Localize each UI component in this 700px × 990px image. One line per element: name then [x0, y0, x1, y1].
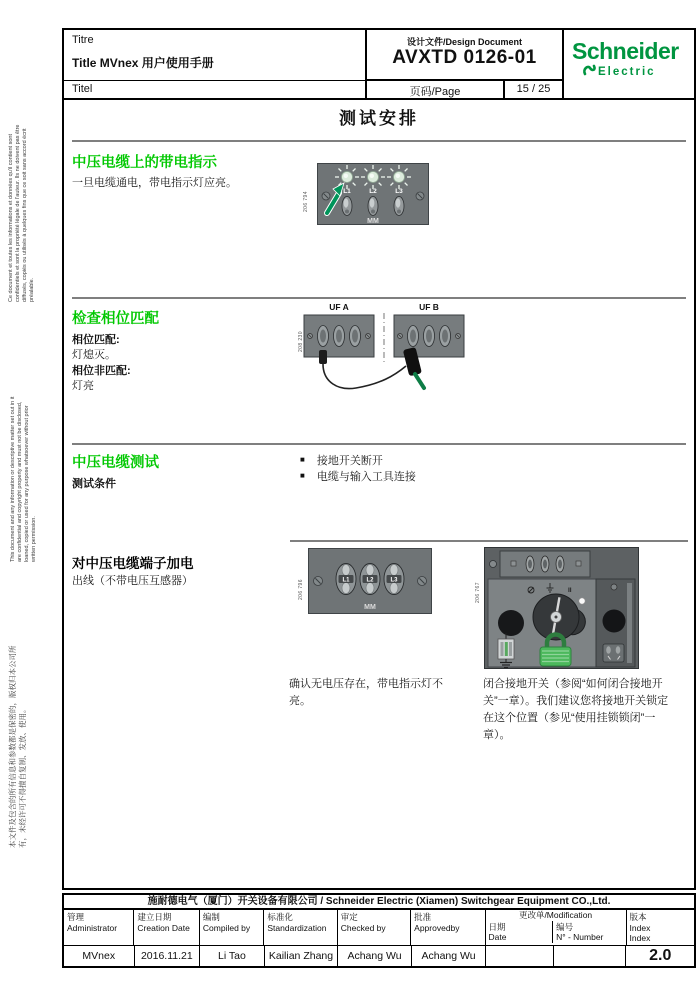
value-creation-date: 2016.11.21	[135, 946, 201, 968]
confidentiality-notice-fr: Ce document et toutes les informations et données qu'il contient sont confidentiels et sont la propriété légale de l'auteur. Ils ne doivent pas être diffusés, copiés ou utilisés à quelques fins que ce soit sans accord écrit préalable.	[8, 124, 36, 302]
value-administrator: MVnex	[64, 946, 135, 968]
col-approved-by	[411, 910, 485, 945]
header-title-cell	[64, 30, 367, 98]
led-label: L2	[369, 188, 377, 195]
probe-tip	[415, 374, 424, 388]
col-creation-date	[134, 910, 199, 945]
col-label-en: Standardization	[267, 922, 327, 933]
col-label-en: Checked by	[340, 922, 386, 933]
panel-b-label: UF B	[419, 302, 439, 312]
section1-heading: 中压电缆上的带电指示	[72, 155, 217, 171]
socket-label: L2	[366, 577, 374, 584]
socket-label: L3	[390, 577, 398, 584]
panel-label: MM	[367, 218, 379, 225]
bullet-icon: ■	[300, 471, 305, 480]
mod-num-zh: 编号	[556, 921, 574, 932]
section3-subheading: 测试条件	[72, 478, 116, 490]
col-modification	[486, 910, 627, 945]
section-divider	[72, 140, 686, 142]
indicator-lamps	[526, 556, 564, 572]
partial-divider	[290, 540, 688, 542]
figure-phase-matching	[302, 302, 467, 400]
condition-bullet	[300, 452, 383, 468]
bullet-icon: ■	[300, 455, 305, 464]
mod-date-zh: 日期	[488, 921, 506, 932]
section2-line1: 相位匹配:	[72, 334, 120, 346]
figure-outgoing-panel	[308, 548, 432, 614]
led-label: L3	[395, 188, 403, 195]
figure-live-cable-indicator	[317, 163, 429, 225]
figure1-ref: 206 794	[303, 191, 309, 212]
schneider-logo	[564, 30, 694, 98]
value-compiled-by: Li Tao	[200, 946, 265, 968]
bullet-text: 电缆与输入工具连接	[316, 471, 416, 483]
logo-wordmark: Schneider	[572, 38, 679, 64]
value-mod-date	[486, 946, 554, 968]
panel-label: MM	[364, 604, 376, 611]
position-II-mark: II	[568, 587, 572, 594]
page-label: 页码/Page	[367, 81, 505, 98]
confidentiality-notice-zh: 本文件及包含的所有信息和参数都是保密的，版权归本公司所有，未经许可不得擅自复制、发放、使用。	[8, 645, 28, 848]
led-label: L1	[343, 188, 351, 195]
label-titre: Titre	[72, 34, 94, 46]
section2-line4: 灯亮	[72, 380, 94, 392]
value-index: 2.0	[649, 947, 672, 964]
document-title: Title MVnex 用户使用手册	[72, 56, 214, 70]
lock-position-indicator	[603, 644, 624, 662]
col-compiled-by	[200, 910, 264, 945]
operation-hole	[498, 610, 524, 636]
operation-hole	[603, 610, 626, 633]
panel-a-label: UF A	[329, 302, 349, 312]
schneider-logo-mark-icon	[582, 64, 597, 82]
section2-heading: 检查相位匹配	[72, 311, 159, 327]
col-label-zh: 编制	[202, 912, 220, 922]
value-mod-number	[554, 946, 627, 968]
col-label-en: Creation Date	[137, 922, 190, 933]
col-checked-by	[338, 910, 411, 945]
page-row	[367, 79, 562, 98]
design-document-label: 设计文件/Design Document	[406, 37, 522, 47]
footer-value-row	[64, 945, 694, 968]
col-label-zh: 管理	[67, 912, 85, 922]
bullet-text: 接地开关断开	[316, 455, 383, 467]
caption-close-earthing-switch: 闭合接地开关（参阅“如何闭合接地开关”一章）。我们建议您将接地开关锁定在这个位置（参见“使用挂锁锁闭”一章）。	[483, 678, 669, 742]
col-index	[627, 910, 694, 945]
section2-line2: 灯熄灭。	[72, 349, 116, 361]
section4-heading: 对中压电缆端子加电	[72, 556, 194, 571]
col-administrator	[64, 910, 134, 945]
page-number: 15 / 25	[516, 83, 551, 95]
section2-line3: 相位非匹配:	[72, 365, 131, 377]
mod-date-en: Date	[488, 932, 507, 943]
index-en2: Index	[629, 933, 651, 944]
value-checked-by: Achang Wu	[338, 946, 412, 968]
col-label-en: Compiled by	[202, 922, 251, 933]
col-label-zh: 审定	[340, 912, 358, 922]
section-divider	[72, 297, 686, 299]
footer-header-row	[64, 910, 694, 945]
confidentiality-notice-en: This document and any information or descriptive matter set out in it are confidential and copyright property and must not be disclosed, loaned, copied or used for any purpose whatsoever without prior written permission.	[10, 396, 38, 562]
condition-bullet	[300, 468, 416, 484]
footer-approval-table	[62, 910, 696, 968]
col-label-zh: 建立日期	[137, 912, 172, 922]
col-standardization	[264, 910, 337, 945]
section1-body: 一旦电缆通电，带电指示灯应亮。	[72, 177, 237, 189]
label-titel: Titel	[72, 83, 93, 95]
page-main-title: 测试安排	[339, 109, 419, 128]
caption-no-voltage: 确认无电压存在，带电指示灯不亮。	[289, 678, 443, 708]
section3-heading: 中压电缆测试	[72, 455, 159, 471]
section4-body: 出线（不带电压互感器）	[72, 575, 193, 587]
header-table	[62, 28, 696, 100]
header-docnum-cell	[367, 30, 564, 98]
mod-num-en: N° - Number	[556, 932, 604, 943]
modification-title: 更改单/Modification	[518, 910, 593, 920]
figure2-ref: 208 230	[298, 331, 304, 352]
titel-row	[64, 80, 365, 98]
col-label-zh: 标准化	[267, 912, 293, 922]
value-standardization: Kailian Zhang	[265, 946, 339, 968]
socket-label: L1	[342, 577, 350, 584]
index-en1: Index	[629, 922, 651, 933]
index-zh: 版本	[629, 912, 647, 922]
value-approved-by: Achang Wu	[412, 946, 487, 968]
mod-date-header	[486, 921, 554, 943]
document-number: AVXTD 0126-01	[392, 47, 537, 68]
col-label-zh: 批准	[414, 912, 432, 922]
mod-number-header	[553, 921, 625, 943]
col-label-en: Approvedby	[414, 922, 460, 933]
figure4-ref: 206 767	[475, 582, 481, 603]
col-label-en: Administrator	[67, 922, 118, 933]
section-divider	[72, 443, 686, 445]
figure-earthing-switch	[484, 547, 639, 669]
company-name: 施耐德电气（厦门）开关设备有限公司 / Schneider Electric (Xiamen) Switchgear Equipment CO.,Ltd.	[62, 893, 696, 910]
logo-electric: Electric	[598, 66, 656, 78]
figure3-ref: 206 796	[298, 579, 304, 600]
